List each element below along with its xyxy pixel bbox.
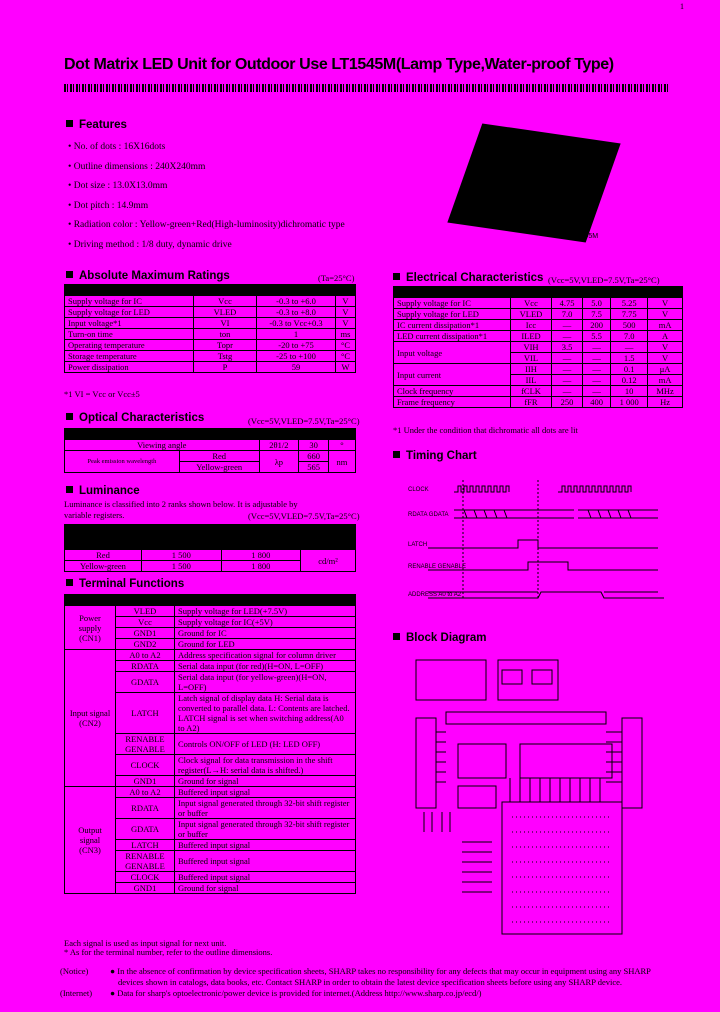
abs-max-table: [64, 284, 356, 373]
internet-tag: (Internet): [60, 988, 93, 998]
feature-item: • Dot size : 13.0X13.0mm: [68, 177, 345, 197]
terminal-row: Output signal (CN3) A0 to A2 Buffered input signal: [65, 787, 356, 798]
terminal-row: RDATA Serial data input (for red)(H=ON, L=OFF): [65, 661, 356, 672]
abs-max-row: Input voltage*1 VI -0.3 to Vcc+0.3 V: [65, 318, 356, 329]
timing-label-data: RDATA GDATA: [408, 512, 449, 518]
optical-table: Viewing angle 2θ1/2 30 ° Peak emission wavelength Red λp 660 nm Yellow-green 565: [64, 428, 356, 473]
electrical-row: Input current IIH — — 0.1 μA: [394, 364, 683, 375]
electrical-row: Clock frequency fCLK — — 10 MHz: [394, 386, 683, 397]
optical-condition: (Vcc=5V,VLED=7.5V,Ta=25°C): [248, 416, 360, 426]
terminal-row: CLOCK Clock signal for data transmission in the shift register(L→H: serial data is shifted.): [65, 755, 356, 776]
electrical-row: Input voltage VIH 3.5 — — V: [394, 342, 683, 353]
abs-max-note: *1 VI = Vcc or Vcc±5: [64, 389, 140, 399]
abs-max-row: Turn-on time ton 1 ms: [65, 329, 356, 340]
optical-heading: Optical Characteristics: [66, 412, 204, 424]
timing-heading: Timing Chart: [393, 450, 477, 462]
header-rule: [64, 84, 670, 92]
luminance-text: Luminance is classified into 2 ranks shown below. It is adjustable by variable registers.: [64, 499, 298, 520]
terminal-notes: Each signal is used as input signal for next unit. * As for the terminal number, refer to the outline dimensions.: [64, 938, 273, 957]
feature-item: • Dot pitch : 14.9mm: [68, 197, 345, 217]
feature-item: • Driving method : 1/8 duty, dynamic drive: [68, 236, 345, 256]
abs-max-row: Operating temperature Topr -20 to +75 °C: [65, 340, 356, 351]
electrical-row: Frame frequency fFR 250 400 1 000 Hz: [394, 397, 683, 408]
abs-max-row: Supply voltage for IC Vcc -0.3 to +6.0 V: [65, 296, 356, 307]
timing-label-address: ADDRESS A0 to A2: [408, 592, 462, 598]
luminance-heading: Luminance: [66, 485, 140, 497]
abs-max-heading: Absolute Maximum Ratings: [66, 270, 230, 282]
features-list: [68, 138, 345, 255]
abs-max-row: Supply voltage for LED VLED -0.3 to +8.0 V: [65, 307, 356, 318]
block-heading: Block Diagram: [393, 632, 487, 644]
terminal-row: GND1 Ground for signal: [65, 883, 356, 894]
page-title: Dot Matrix LED Unit for Outdoor Use LT1545M(Lamp Type,Water-proof Type): [64, 56, 614, 73]
electrical-condition: (Vcc=5V,VLED=7.5V,Ta=25°C): [548, 275, 660, 285]
internet-line: ● Data for sharp's optoelectronic/power device is provided for internet.(Address http://www.sharp.co.jp/ecd/): [110, 988, 482, 998]
terminal-row: RDATA Input signal generated through 32-bit shift register or buffer: [65, 798, 356, 819]
footer: [60, 966, 720, 999]
terminal-row: GND1 Ground for signal: [65, 776, 356, 787]
block-diagram: [402, 652, 676, 942]
electrical-row: IIL — — 0.12 mA: [394, 375, 683, 386]
electrical-row: IC current dissipation*1 Icc — 200 500 mA: [394, 320, 683, 331]
timing-label-latch: LATCH: [408, 542, 428, 548]
electrical-row: Supply voltage for LED VLED 7.0 7.5 7.75 V: [394, 309, 683, 320]
electrical-table: [393, 286, 683, 408]
electrical-row: VIL — — 1.5 V: [394, 353, 683, 364]
optical-viewing-label: Viewing angle: [65, 440, 260, 451]
terminal-table: [64, 594, 356, 894]
timing-label-clock: CLOCK: [408, 487, 429, 493]
feature-item: • Outline dimensions : 240X240mm: [68, 158, 345, 178]
terminal-row: Input signal (CN2) A0 to A2 Address specification signal for column driver: [65, 650, 356, 661]
notice-line-1: ● In the absence of confirmation by device specification sheets, SHARP takes no responsibility for any defects that may occur in equipment using any SHARP: [110, 966, 651, 976]
abs-max-condition: (Ta=25°C): [318, 273, 355, 283]
product-label: LT1545M: [569, 233, 599, 240]
terminal-row: GDATA Serial data input (for yellow-green)(H=ON, L=OFF): [65, 672, 356, 693]
terminal-row: RENABLE GENABLE Buffered input signal: [65, 851, 356, 872]
electrical-row: Supply voltage for IC Vcc 4.75 5.0 5.25 V: [394, 298, 683, 309]
luminance-table: Red 1 500 1 800 cd/m² Yellow-green 1 500 1 800: [64, 524, 356, 572]
terminal-row: Vcc Supply voltage for IC(+5V): [65, 617, 356, 628]
notice-line-2: devices shown in catalogs, data books, etc. Contact SHARP in order to obtain the latest device specification sheets before using any SHARP device.: [118, 977, 623, 987]
product-photo: [447, 123, 620, 242]
notice-tag: (Notice): [60, 966, 89, 976]
feature-item: • Radiation color : Yellow-green+Red(High-luminosity)dichromatic type: [68, 216, 345, 236]
terminal-row: GND2 Ground for LED: [65, 639, 356, 650]
timing-label-enable: RENABLE GENABLE: [408, 564, 467, 570]
luminance-condition: (Vcc=5V,VLED=7.5V,Ta=25°C): [248, 511, 360, 521]
features-heading: Features: [66, 119, 127, 131]
electrical-row: LED current dissipation*1 ILED — 5.5 7.0 A: [394, 331, 683, 342]
electrical-note: *1 Under the condition that dichromatic all dots are lit: [393, 425, 578, 435]
abs-max-row: Power dissipation P 59 W: [65, 362, 356, 373]
electrical-heading: Electrical Characteristics: [393, 272, 543, 284]
page-number: 1: [680, 2, 684, 11]
terminal-row: LATCH Latch signal of display data H: Serial data is converted to parallel data. L: Contents are latched. LATCH signal is set when switching address(A0 to A2): [65, 693, 356, 734]
terminal-row: GND1 Ground for IC: [65, 628, 356, 639]
abs-max-row: Storage temperature Tstg -25 to +100 °C: [65, 351, 356, 362]
terminal-heading: Terminal Functions: [66, 578, 184, 590]
feature-item: • No. of dots : 16X16dots: [68, 138, 345, 158]
terminal-row: LATCH Buffered input signal: [65, 840, 356, 851]
terminal-row: GDATA Input signal generated through 32-bit shift register or buffer: [65, 819, 356, 840]
timing-diagram: [408, 470, 670, 620]
terminal-row: Power supply (CN1) VLED Supply voltage for LED(+7.5V): [65, 606, 356, 617]
terminal-row: RENABLE GENABLE Controls ON/OFF of LED (H: LED OFF): [65, 734, 356, 755]
terminal-row: CLOCK Buffered input signal: [65, 872, 356, 883]
